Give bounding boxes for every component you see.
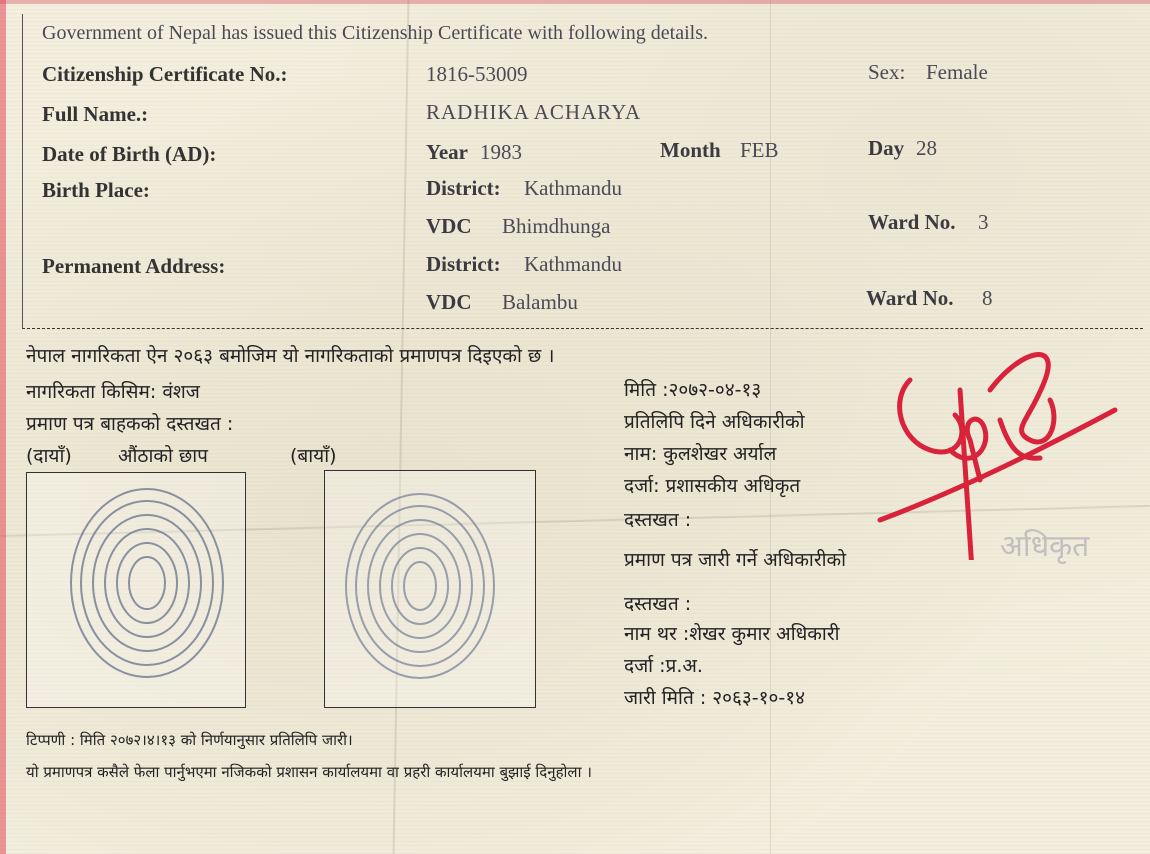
issuing-signature-label: दस्तखत : [624,593,692,615]
month-value: FEB [740,138,779,162]
nepali-act-line: नेपाल नागरिकता ऐन २०६३ बमोजिम यो नागरिकताको प्रमाणपत्र दिइएको छ । [26,345,555,367]
birth-vdc-label: VDC [426,214,472,238]
right-thumbprint-box [26,472,246,708]
perm-address-label: Permanent Address: [42,254,226,278]
officer-rank: दर्जा: प्रशासकीय अधिकृत [624,475,801,497]
holder-signature-label: प्रमाण पत्र बाहकको दस्तखत : [26,413,234,435]
birth-ward-label: Ward No. [868,210,956,234]
copy-date: मिति :२०७२-०४-१३ [624,379,762,401]
month-label: Month [660,138,721,162]
perm-district-label: District: [426,252,501,276]
dob-label: Date of Birth (AD): [42,142,217,166]
perm-ward-label: Ward No. [866,286,954,310]
birth-vdc-value: Bhimdhunga [502,214,611,238]
issuing-officer-name: नाम थर :शेखर कुमार अधिकारी [624,623,840,645]
sex-label: Sex: [868,60,906,84]
birth-district-label: District: [426,176,501,200]
thumb-print-label: औंठाको छाप [118,445,208,467]
citizenship-type: नागरिकता किसिम: वंशज [26,381,200,403]
day-value: 28 [916,136,937,160]
birth-ward-value: 3 [978,210,989,234]
officer-signature-label: दस्तखत : [624,509,692,531]
issuing-officer-rank: दर्जा :प्र.अ. [624,655,703,677]
day-label: Day [868,136,905,160]
perm-vdc-value: Balambu [502,290,578,314]
card-edge-top [0,0,1150,4]
name-label: Full Name.: [42,102,149,126]
perm-vdc-label: VDC [426,290,472,314]
perm-ward-value: 8 [982,286,993,310]
thumb-right-label: (दायाँ) [26,445,72,467]
red-signature [860,330,1130,560]
officer-name: नाम: कुलशेखर अर्याल [624,443,777,465]
cert-no-label: Citizenship Certificate No.: [42,62,288,86]
officer-stamp: अधिकृत [1000,529,1090,564]
fingerprint-icon [27,473,245,707]
perm-district-value: Kathmandu [524,252,622,276]
footer-instruction: यो प्रमाणपत्र कसैले फेला पार्नुभएमा नजिकको प्रशासन कार्यालयमा वा प्रहरी कार्यालयमा बुझाई दिनुहोला । [26,763,592,781]
intro-text: Government of Nepal has issued this Citizenship Certificate with following details. [42,22,708,44]
issuing-officer-label: प्रमाण पत्र जारी गर्ने अधिकारीको [624,549,847,571]
thumb-left-label: (बायाँ) [290,445,337,467]
birth-place-label: Birth Place: [42,178,150,202]
cert-no-value: 1816-53009 [426,62,528,86]
year-value: 1983 [480,140,522,164]
left-thumbprint-box [324,470,536,708]
card-edge-left [0,0,6,854]
copy-officer-label: प्रतिलिपि दिने अधिकारीको [624,411,805,433]
name-value: RADHIKA ACHARYA [426,100,642,124]
year-label: Year [426,140,468,164]
note-text: टिप्पणी : मिति २०७२।४।१३ को निर्णयानुसार प्रतिलिपि जारी। [26,731,353,749]
fingerprint-icon [325,471,535,707]
issue-date: जारी मिति : २०६३-१०-१४ [624,687,806,709]
birth-district-value: Kathmandu [524,176,622,200]
sex-value: Female [926,60,988,84]
